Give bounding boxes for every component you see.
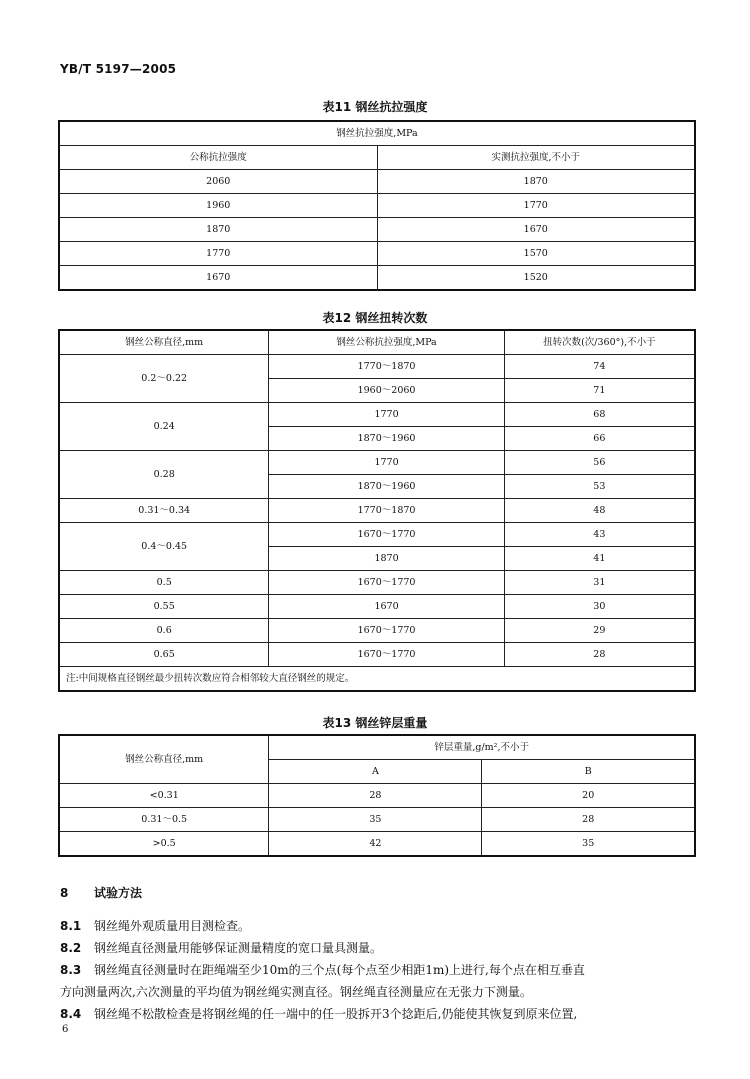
table-cell: 1670	[377, 218, 695, 242]
table-row	[59, 619, 695, 643]
table-cell: 0.31～0.5	[59, 808, 269, 832]
table13-col-b: B	[482, 760, 695, 784]
table-cell: 1770～1870	[269, 499, 504, 523]
table12-header: 钢丝公称抗拉强度,MPa	[269, 330, 504, 355]
table-cell: 43	[504, 523, 695, 547]
table-cell: 42	[269, 832, 482, 857]
table-row	[59, 242, 695, 266]
diameter-cell: 0.65	[59, 643, 269, 667]
table-cell: 1670	[269, 595, 504, 619]
table-cell: 68	[504, 403, 695, 427]
table-cell: 66	[504, 427, 695, 451]
table-cell: 41	[504, 547, 695, 571]
diameter-cell: 0.5	[59, 571, 269, 595]
table-row	[59, 218, 695, 242]
table-cell: 35	[269, 808, 482, 832]
table-cell: <0.31	[59, 784, 269, 808]
clause-number: 8.4	[60, 1007, 82, 1021]
page-number: 6	[62, 1024, 69, 1035]
clause-text: 钢丝绳直径测量用能够保证测量精度的宽口量具测量。	[94, 941, 383, 955]
diameter-cell: 0.24	[59, 403, 269, 451]
section-title: 试验方法	[94, 886, 143, 900]
table-row	[59, 403, 695, 427]
clause-8-4	[60, 1005, 577, 1022]
table-cell: 1960	[59, 194, 377, 218]
table-cell: 20	[482, 784, 695, 808]
clause-text: 钢丝绳不松散检查是将钢丝绳的任一端中的任一股拆开3个捻距后,仍能使其恢复到原来位置,	[94, 1007, 578, 1021]
table-row	[59, 643, 695, 667]
table-cell: 28	[269, 784, 482, 808]
table-cell: 1670～1770	[269, 571, 504, 595]
table12-header: 钢丝公称直径,mm	[59, 330, 269, 355]
clause-text: 钢丝绳外观质量用目测检查。	[94, 919, 251, 933]
document-code: YB/T 5197—2005	[60, 62, 177, 76]
table-cell: 2060	[59, 170, 377, 194]
clause-number: 8.1	[60, 919, 82, 933]
diameter-cell: 0.55	[59, 595, 269, 619]
table-cell: 1570	[377, 242, 695, 266]
table-cell: 29	[504, 619, 695, 643]
table-cell: 1870	[377, 170, 695, 194]
clause-number: 8.3	[60, 963, 82, 977]
table-row	[59, 595, 695, 619]
table-cell: 53	[504, 475, 695, 499]
diameter-cell: 0.2～0.22	[59, 355, 269, 403]
table12-header: 扭转次数(次/360°),不小于	[504, 330, 695, 355]
diameter-cell: 0.4～0.45	[59, 523, 269, 571]
table-cell: 1670～1770	[269, 523, 504, 547]
table13	[58, 734, 696, 857]
table13-header-diameter: 钢丝公称直径,mm	[59, 735, 269, 784]
table-cell: 1770	[269, 403, 504, 427]
table-cell: 35	[482, 832, 695, 857]
table12-caption: 表12 钢丝扭转次数	[322, 311, 428, 325]
clause-8-3	[60, 961, 585, 978]
table-cell: 1670～1770	[269, 643, 504, 667]
table-cell: 1960～2060	[269, 379, 504, 403]
section-heading	[60, 884, 142, 901]
clause-number: 8.2	[60, 941, 82, 955]
table-cell: 1770	[269, 451, 504, 475]
table-row	[59, 571, 695, 595]
table-cell: 1670～1770	[269, 619, 504, 643]
table11	[58, 120, 696, 291]
table11-header: 实测抗拉强度,不小于	[377, 146, 695, 170]
table-cell: 71	[504, 379, 695, 403]
table-row	[59, 832, 695, 857]
clause-8-3-continued	[60, 983, 532, 1000]
table-row	[59, 784, 695, 808]
diameter-cell: 0.31～0.34	[59, 499, 269, 523]
table-row	[59, 808, 695, 832]
table-row	[59, 266, 695, 291]
diameter-cell: 0.6	[59, 619, 269, 643]
table-cell: 28	[504, 643, 695, 667]
table-cell: 1770	[59, 242, 377, 266]
clause-text-continued: 方向测量两次,六次测量的平均值为钢丝绳实测直径。钢丝绳直径测量应在无张力下测量。	[60, 985, 532, 999]
table-cell: 1870～1960	[269, 427, 504, 451]
table-row	[59, 170, 695, 194]
table-cell: >0.5	[59, 832, 269, 857]
table13-col-a: A	[269, 760, 482, 784]
table-cell: 1770	[377, 194, 695, 218]
table-cell: 31	[504, 571, 695, 595]
table-row	[59, 355, 695, 379]
diameter-cell: 0.28	[59, 451, 269, 499]
clause-text: 钢丝绳直径测量时在距绳端至少10m的三个点(每个点至少相距1m)上进行,每个点在相互垂直	[94, 963, 585, 977]
table12-note: 注:中间规格直径钢丝最少扭转次数应符合相邻较大直径钢丝的规定。	[59, 667, 695, 692]
table-cell: 48	[504, 499, 695, 523]
table11-caption: 表11 钢丝抗拉强度	[322, 100, 428, 114]
table13-caption: 表13 钢丝锌层重量	[322, 716, 428, 730]
table-cell: 1670	[59, 266, 377, 291]
table-row	[59, 194, 695, 218]
table-cell: 56	[504, 451, 695, 475]
table12	[58, 329, 696, 692]
table-cell: 30	[504, 595, 695, 619]
table-row	[59, 451, 695, 475]
clause-8-1	[60, 917, 250, 934]
clause-8-2	[60, 939, 382, 956]
table-cell: 28	[482, 808, 695, 832]
table-cell: 74	[504, 355, 695, 379]
table-cell: 1870～1960	[269, 475, 504, 499]
table-row	[59, 523, 695, 547]
table-cell: 1520	[377, 266, 695, 291]
table11-title: 钢丝抗拉强度,MPa	[59, 121, 695, 146]
table11-header: 公称抗拉强度	[59, 146, 377, 170]
table-cell: 1770～1870	[269, 355, 504, 379]
table13-header-weight: 锌层重量,g/m²,不小于	[269, 735, 695, 760]
table-row	[59, 499, 695, 523]
table-cell: 1870	[59, 218, 377, 242]
table-cell: 1870	[269, 547, 504, 571]
section-number: 8	[60, 886, 69, 900]
